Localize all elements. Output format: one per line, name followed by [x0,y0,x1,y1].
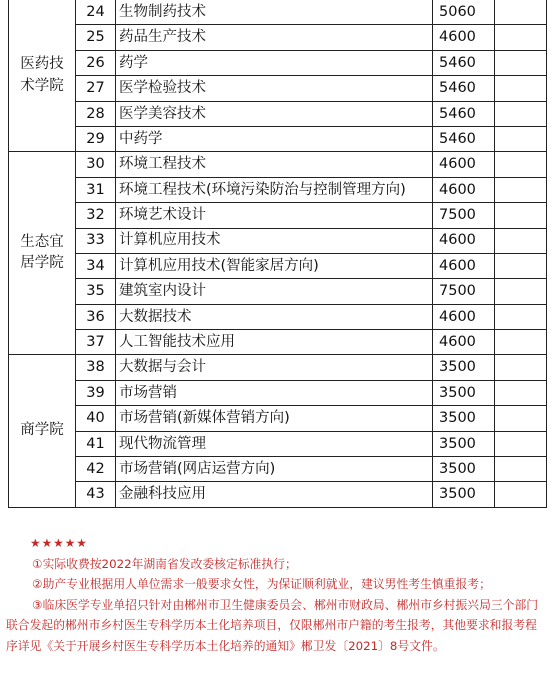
empty-cell [495,203,547,228]
empty-cell [495,228,547,253]
tuition-fee-cell: 3500 [433,355,495,380]
tuition-fee-cell: 4600 [433,228,495,253]
table-row [9,457,547,482]
tuition-fee-cell: 4600 [433,177,495,202]
major-name-cell: 市场营销(新媒体营销方向) [116,406,433,431]
table-row [9,406,547,431]
fee-table-container [8,0,546,508]
empty-cell [495,25,547,50]
row-number-cell: 32 [76,203,116,228]
major-name-cell: 计算机应用技术(智能家居方向) [116,253,433,278]
row-number-cell: 25 [76,25,116,50]
row-number-cell: 37 [76,330,116,355]
row-number-cell: 39 [76,380,116,405]
row-number-cell: 26 [76,50,116,75]
star-rating-mark: ★★★★★ [30,536,88,550]
major-name-cell: 计算机应用技术 [116,228,433,253]
empty-cell [495,482,547,507]
table-row [9,431,547,456]
empty-cell [495,380,547,405]
tuition-fee-cell: 4600 [433,330,495,355]
major-name-cell: 大数据与会计 [116,355,433,380]
tuition-fee-cell: 5460 [433,101,495,126]
table-row [9,50,547,75]
table-row [9,355,547,380]
empty-cell [495,304,547,329]
row-number-cell: 33 [76,228,116,253]
table-row [9,0,547,25]
empty-cell [495,76,547,101]
row-number-cell: 35 [76,279,116,304]
empty-cell [495,126,547,151]
tuition-fee-cell: 5460 [433,126,495,151]
tuition-fee-cell: 4600 [433,253,495,278]
empty-cell [495,279,547,304]
tuition-fee-cell: 5060 [433,0,495,25]
table-row [9,101,547,126]
row-number-cell: 29 [76,126,116,151]
row-number-cell: 34 [76,253,116,278]
row-number-cell: 38 [76,355,116,380]
table-row [9,152,547,177]
major-name-cell: 大数据技术 [116,304,433,329]
table-row [9,482,547,507]
tuition-fee-cell: 7500 [433,279,495,304]
empty-cell [495,0,547,25]
table-row [9,253,547,278]
major-name-cell: 建筑室内设计 [116,279,433,304]
note-3: ③临床医学专业单招只针对由郴州市卫生健康委员会、郴州市财政局、郴州市乡村振兴局三个部门联合发起的郴州市乡村医生专科学历本土化培养项目，仅限郴州市户籍的考生报考，其他要求和报考程序详见《关于开展乡村医生专科学历本土化培养的通知》郴卫发〔2021〕8号文件。 [6,597,539,653]
major-name-cell: 金融科技应用 [116,482,433,507]
tuition-fee-cell: 5460 [433,50,495,75]
major-name-cell: 市场营销 [116,380,433,405]
major-name-cell: 环境艺术设计 [116,203,433,228]
major-name-cell: 中药学 [116,126,433,151]
table-row [9,76,547,101]
major-name-cell: 现代物流管理 [116,431,433,456]
tuition-fee-cell: 4600 [433,25,495,50]
empty-cell [495,431,547,456]
empty-cell [495,355,547,380]
fee-table [8,0,547,508]
table-row [9,228,547,253]
note-2: ②助产专业根据用人单位需求一般要求女性，为保证顺利就业，建议男性考生慎重报考； [32,577,491,591]
empty-cell [495,330,547,355]
major-name-cell: 药学 [116,50,433,75]
table-row [9,279,547,304]
row-number-cell: 31 [76,177,116,202]
empty-cell [495,457,547,482]
major-name-cell: 人工智能技术应用 [116,330,433,355]
table-row [9,380,547,405]
row-number-cell: 36 [76,304,116,329]
row-number-cell: 27 [76,76,116,101]
tuition-fee-cell: 3500 [433,457,495,482]
table-row [9,177,547,202]
empty-cell [495,406,547,431]
table-row [9,330,547,355]
table-row [9,304,547,329]
major-name-cell: 市场营销(网店运营方向) [116,457,433,482]
major-name-cell: 环境工程技术 [116,152,433,177]
tuition-fee-cell: 7500 [433,203,495,228]
major-name-cell: 医学检验技术 [116,76,433,101]
empty-cell [495,253,547,278]
empty-cell [495,177,547,202]
table-row [9,25,547,50]
college-cell: 商学院 [9,355,76,507]
row-number-cell: 43 [76,482,116,507]
tuition-fee-cell: 4600 [433,304,495,329]
college-cell: 生态宜居学院 [9,152,76,355]
major-name-cell: 生物制药技术 [116,0,433,25]
major-name-cell: 医学美容技术 [116,101,433,126]
row-number-cell: 40 [76,406,116,431]
row-number-cell: 24 [76,0,116,25]
empty-cell [495,50,547,75]
empty-cell [495,101,547,126]
row-number-cell: 28 [76,101,116,126]
note-1: ①实际收费按2022年湖南省发改委核定标准执行； [32,556,297,571]
college-cell: 医药技术学院 [9,0,76,152]
tuition-fee-cell: 3500 [433,380,495,405]
major-name-cell: 环境工程技术(环境污染防治与控制管理方向) [116,177,433,202]
tuition-fee-cell: 5460 [433,76,495,101]
row-number-cell: 41 [76,431,116,456]
footnotes [6,533,546,656]
empty-cell [495,152,547,177]
major-name-cell: 药品生产技术 [116,25,433,50]
table-row [9,126,547,151]
tuition-fee-cell: 4600 [433,152,495,177]
row-number-cell: 42 [76,457,116,482]
tuition-fee-cell: 3500 [433,406,495,431]
row-number-cell: 30 [76,152,116,177]
table-row [9,203,547,228]
tuition-fee-cell: 3500 [433,482,495,507]
tuition-fee-cell: 3500 [433,431,495,456]
